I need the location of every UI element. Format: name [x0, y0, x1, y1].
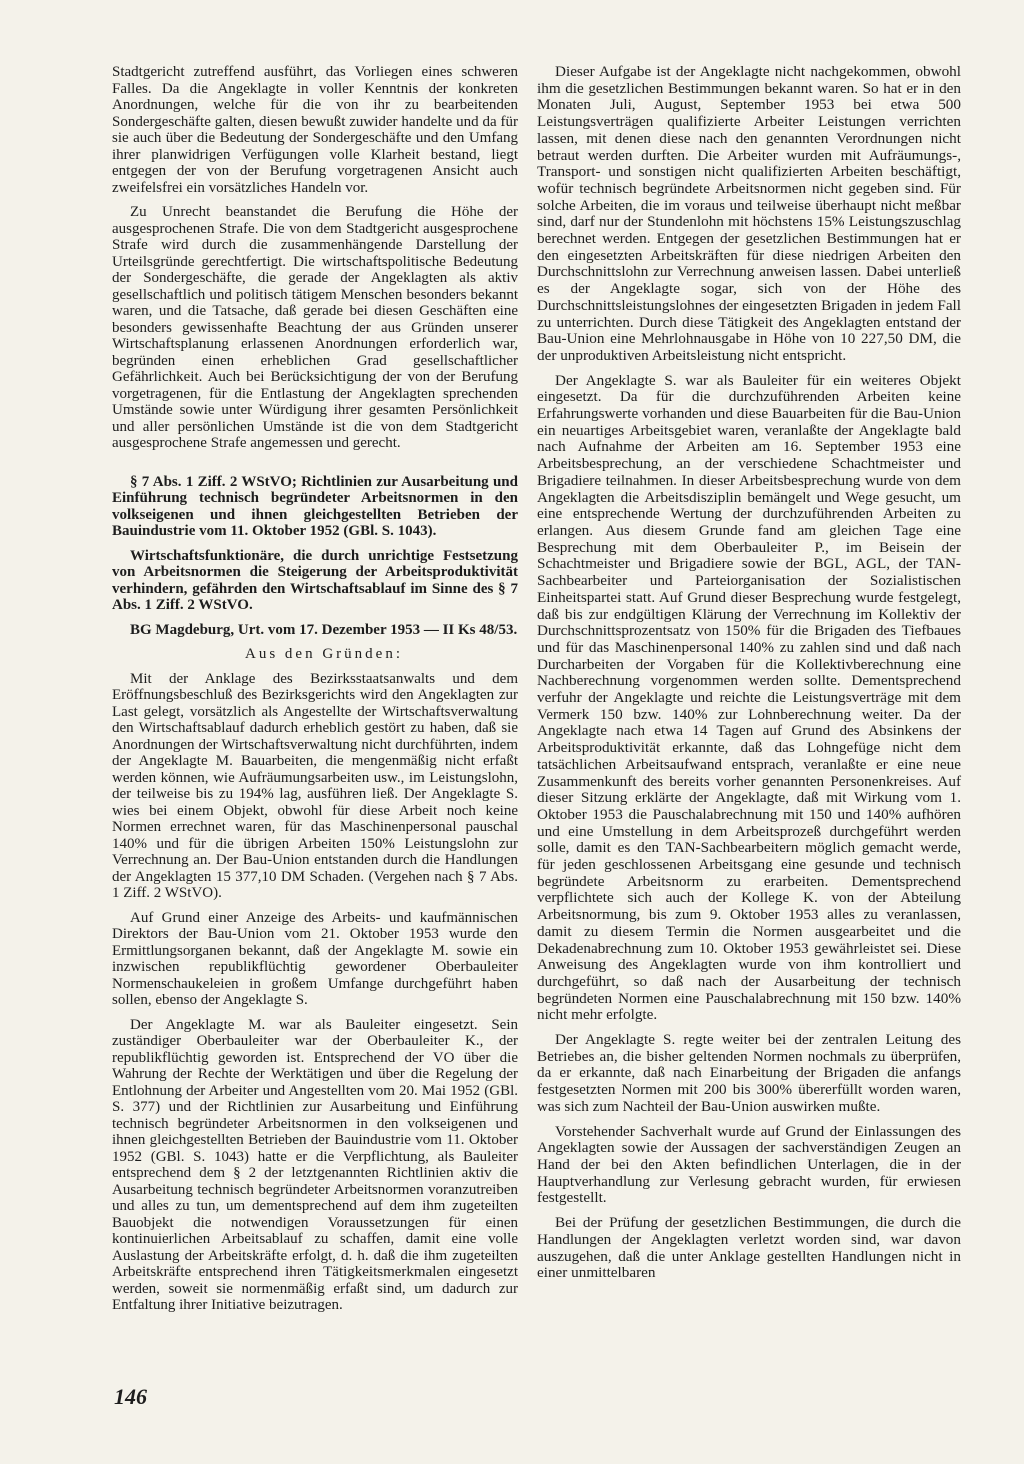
body-paragraph: Bei der Prüfung der gesetzlichen Bestimmungen, die durch die Handlungen der Angeklagten verletzt worden sind, war davon auszugehen, daß die unter Anklage gestellten Handlungen nicht in einer unmittelbaren: [537, 1214, 961, 1282]
section-heading: Aus den Gründen:: [245, 646, 403, 662]
body-paragraph: Der Angeklagte S. war als Bauleiter für ein weiteres Objekt eingesetzt. Da für die durchzuführenden Arbeiten keine Erfahrungswerte vorhanden und diese Bauarbeiten für die Bau-Union ein neuartiges Arbeitsgebiet waren, veranlaßte der Angeklagte bald nach Aufnahme der Arbeiten am 16. September 1953 eine Arbeitsbesprechung, an der verschiedene Schachtmeister und Brigadiere teilnahmen. In dieser Arbeitsbesprechung wurde von dem Angeklagten die Arbeitsdisziplin bemängelt und Wege gesucht, um eine entsprechende Wertung der durchzuführenden Arbeiten zu erlangen. Aus diesem Grunde fand am gleichen Tage eine Besprechung mit dem Oberbauleiter P., im Beisein der Schachtmeister und Brigadiere sowie der BGL, AGL, der TAN-Sachbearbeiter und Parteiorganisation der Sozialistischen Einheitspartei statt. Auf Grund dieser Besprechung wurde festgelegt, daß bis zur endgültigen Klärung der Verrechnung im Kollektiv der Durchschnittsprozentsatz von 150% für die Brigaden des Tiefbaues und für das Maschinenpersonal 140% zu zahlen sind und daß nach Durcharbeiten der Vorgaben für die Kollektivberechnung eine Nachberechnung vorgenommen werden sollte. Dementsprechend verfuhr der Angeklagte und reichte die Leistungsverträge mit dem Vermerk 150 bzw. 140% zur Lohnberechnung weiter. Da der Angeklagte nach etwa 14 Tagen auf Grund des Absinkens der Arbeitsproduktivität erkannte, daß das Lohngefüge nicht dem tatsächlichen Arbeitsaufwand entsprach, veranlaßte er eine neue Zusammenkunft des bereits vorher genannten Personenkreises. Auf dieser Sitzung erklärte der Angeklagte, daß mit Wirkung vom 1. Oktober 1953 die Pauschalabrechnung mit 150 und 140% aufhören und eine Umstellung in dem Arbeitsprozeß durchgeführt werden solle, damit es den TAN-Sachbearbeitern möglich gemacht werde, für jeden geschlossenen Arbeitsgang eine gesunde und technisch begründete Arbeitsnorm zu erarbeiten. Dementsprechend verpflichtete sich auch der Kollege K. von der Abteilung Arbeitsnormung, bis zum 9. Oktober 1953 alles zu veranlassen, damit zu diesem Termin die Normen ausgearbeitet und die Dekadenabrechnung zum 10. Oktober 1953 gewährleistet sei. Diese Anweisung des Angeklagten wurde von ihm kontrolliert und durchgeführt, so daß nach der Ausarbeitung der technisch begründeten Normen eine Pauschalabrechnung mit 150 bzw. 140% nicht mehr erfolgte.: [537, 371, 961, 1024]
body-paragraph: Der Angeklagte M. war als Bauleiter eingesetzt. Sein zuständiger Oberbauleiter war der Oberbauleiter K., der republikflüchtig geworden ist. Entsprechend der VO über die Wahrung der Rechte der Werktätigen und über die Regelung der Entlohnung der Arbeiter und Angestellten vom 20. Mai 1952 (GBl. S. 377) und der Richtlinien zur Ausarbeitung und Einführung technisch begründeter Arbeitsnormen in den volkseigenen und ihnen gleichgestellten Betrieben der Bauindustrie vom 11. Oktober 1952 (GBl. S. 1043) hatte er die Verpflichtung, als Bauleiter entsprechend dem § 2 der letztgenannten Richtlinien aktiv die Ausarbeitung technisch begründeter Arbeitsnormen voranzutreiben und alles zu tun, um dementsprechend auf dem ihm zugeteilten Bauobjekt die notwendigen Voraussetzungen für einen kontinuierlichen Arbeitsablauf zu schaffen, damit eine volle Auslastung der Arbeitskräfte erfolgt, d. h. daß die ihm zugeteilten Arbeitskräfte entsprechend ihren Tätigkeitsmerkmalen eingesetzt werden, soweit sie normenmäßig erfaßt sind, um dadurch zur Entfaltung ihrer Initiative beizutragen.: [112, 1016, 518, 1313]
body-paragraph: Der Angeklagte S. regte weiter bei der zentralen Leitung des Betriebes an, die bisher geltenden Normen nochmals zu überprüfen, da er erkannte, daß nach Einarbeitung der Brigaden die anfangs festgesetzten Normen mit 200 bis 300% übererfüllt worden waren, was sich zum Nachteil der Bau-Union auswirken mußte.: [537, 1031, 961, 1115]
left-column: [112, 64, 518, 1322]
body-paragraph: Stadtgericht zutreffend ausführt, das Vorliegen eines schweren Falles. Da die Angeklagte in voller Kenntnis der konkreten Anordnungen, welche für die von ihr zu bearbeitenden Sondergeschäfte galten, diesen bewußt zuwider handelte und da für sie auch über die Bedeutung der Sondergeschäfte und den Umfang ihrer planwidrigen Verfügungen volle Klarheit bestand, liegt entgegen der von der Berufung vorgetragenen Ansicht auch zweifelsfrei ein vorsätzliches Handeln vor.: [112, 64, 518, 196]
right-column: [537, 64, 961, 1290]
case-heading: BG Magdeburg, Urt. vom 17. Dezember 1953 — II Ks 48/53.: [130, 621, 518, 638]
page-number: 146: [114, 1384, 147, 1409]
body-paragraph: Mit der Anklage des Bezirksstaatsanwalts und dem Eröffnungsbeschluß des Bezirksgerichts wird den Angeklagten zur Last gelegt, vorsätzlich als Angestellte der Wirtschaftsverwaltung den Wirtschaftsablauf dadurch erheblich gestört zu haben, daß sie Anordnungen der Wirtschaftsverwaltung nicht durchführten, indem der Angeklagte M. Bauarbeiten, die mengenmäßig nicht erfaßt werden können, wie Aufräumungsarbeiten usw., im Leistungslohn, der teilweise bis zu 194% lag, ausführen ließ. Der Angeklagte S. wies bei einem Objekt, obwohl für diese Arbeit noch keine Normen errechnet waren, für das Maschinenpersonal pauschal 140% und für die übrigen Arbeiten 150% Leistungslohn zur Verrechnung an. Der Bau-Union entstanden durch die Handlungen der Angeklagten 15 377,10 DM Schaden. (Vergehen nach § 7 Abs. 1 Ziff. 2 WStVO).: [112, 670, 518, 901]
body-paragraph: Vorstehender Sachverhalt wurde auf Grund der Einlassungen des Angeklagten sowie der Aussagen der sachverständigen Zeugen an Hand der bei den Akten befindlichen Unterlagen, die in der Hauptverhandlung zur Verlesung gebracht wurden, für erwiesen festgestellt.: [537, 1122, 961, 1207]
case-heading: § 7 Abs. 1 Ziff. 2 WStVO; Richtlinien zur Ausarbeitung und Einführung technisch begründeter Arbeitsnormen in den volkseigenen und ihnen gleichgestellten Betrieben der Bauindustrie vom 11. Oktober 1952 (GBl. S. 1043).: [112, 473, 518, 539]
body-paragraph: Zu Unrecht beanstandet die Berufung die Höhe der ausgesprochenen Strafe. Die von dem Stadtgericht ausgesprochene Strafe wird durch die zusammenhängende Darstellung der Urteilsgründe gerechtfertigt. Die wirtschaftspolitische Bedeutung der Sondergeschäfte, die gerade der Angeklagten als aktiv gesellschaftlich und politisch tätigem Menschen besonders bekannt waren, und die Tatsache, daß gerade bei diesen Geschäften eine besonders gewissenhafte Beachtung der aus Gründen unserer Wirtschaftsplanung erlassenen Anordnungen erforderlich war, begründen einen erheblichen Grad gesellschaftlicher Gefährlichkeit. Auch bei Berücksichtigung der von der Berufung vorgetragenen, für die Entlastung der Angeklagten sprechenden Umstände sowie unter Würdigung ihrer gesamten Persönlichkeit und aller persönlichen Umstände ist die von dem Stadtgericht ausgesprochene Strafe angemessen und gerecht.: [112, 204, 518, 451]
body-paragraph: Dieser Aufgabe ist der Angeklagte nicht nachgekommen, obwohl ihm die gesetzlichen Bestimmungen bekannt waren. So hat er in den Monaten Juli, August, September 1953 bei etwa 500 Leistungsverträgen qualifizierte Arbeiter Leistungen verrichten lassen, mit denen diese nach den genannten Verordnungen nicht betraut werden durften. Die Arbeiter wurden mit Aufräumungs-, Transport- und sonstigen nicht qualifizierten Arbeiten beschäftigt, wofür technisch begründete Arbeitsnormen nicht gegeben sind. Für solche Arbeiten, die im voraus und teilweise überhaupt nicht meßbar sind, darf nur der Stundenlohn mit höchstens 15% Leistungszuschlag berechnet werden. Entgegen der gesetzlichen Bestimmungen hat er den eingesetzten Arbeitskräften für diese niedrigen Arbeiten den Durchschnittslohn zur Verrechnung anweisen lassen. Dabei unterließ es der Angeklagte sogar, sich von der Höhe des Durchschnittsleistungslohnes der eingesetzten Brigaden in jedem Fall zu unterrichten. Durch diese Tätigkeit des Angeklagten entstand der Bau-Union eine Mehrlohnausgabe in Höhe von 10 227,50 DM, die der unproduktiven Arbeitsleistung nicht entspricht.: [537, 63, 961, 364]
case-heading: Wirtschaftsfunktionäre, die durch unrichtige Festsetzung von Arbeitsnormen die Steigerung der Arbeitsproduktivität verhindern, gefährden den Wirtschaftsablauf im Sinne des § 7 Abs. 1 Ziff. 2 WStVO.: [112, 547, 518, 613]
body-paragraph: Auf Grund einer Anzeige des Arbeits- und kaufmännischen Direktors der Bau-Union vom 21. Oktober 1953 wurde den Ermittlungsorganen bekannt, daß der Angeklagte M. sowie ein inzwischen republikflüchtig gewordener Oberbauleiter Normenschaukeleien in großem Umfange durchgeführt haben sollen, ebenso der Angeklagte S.: [112, 909, 518, 1008]
